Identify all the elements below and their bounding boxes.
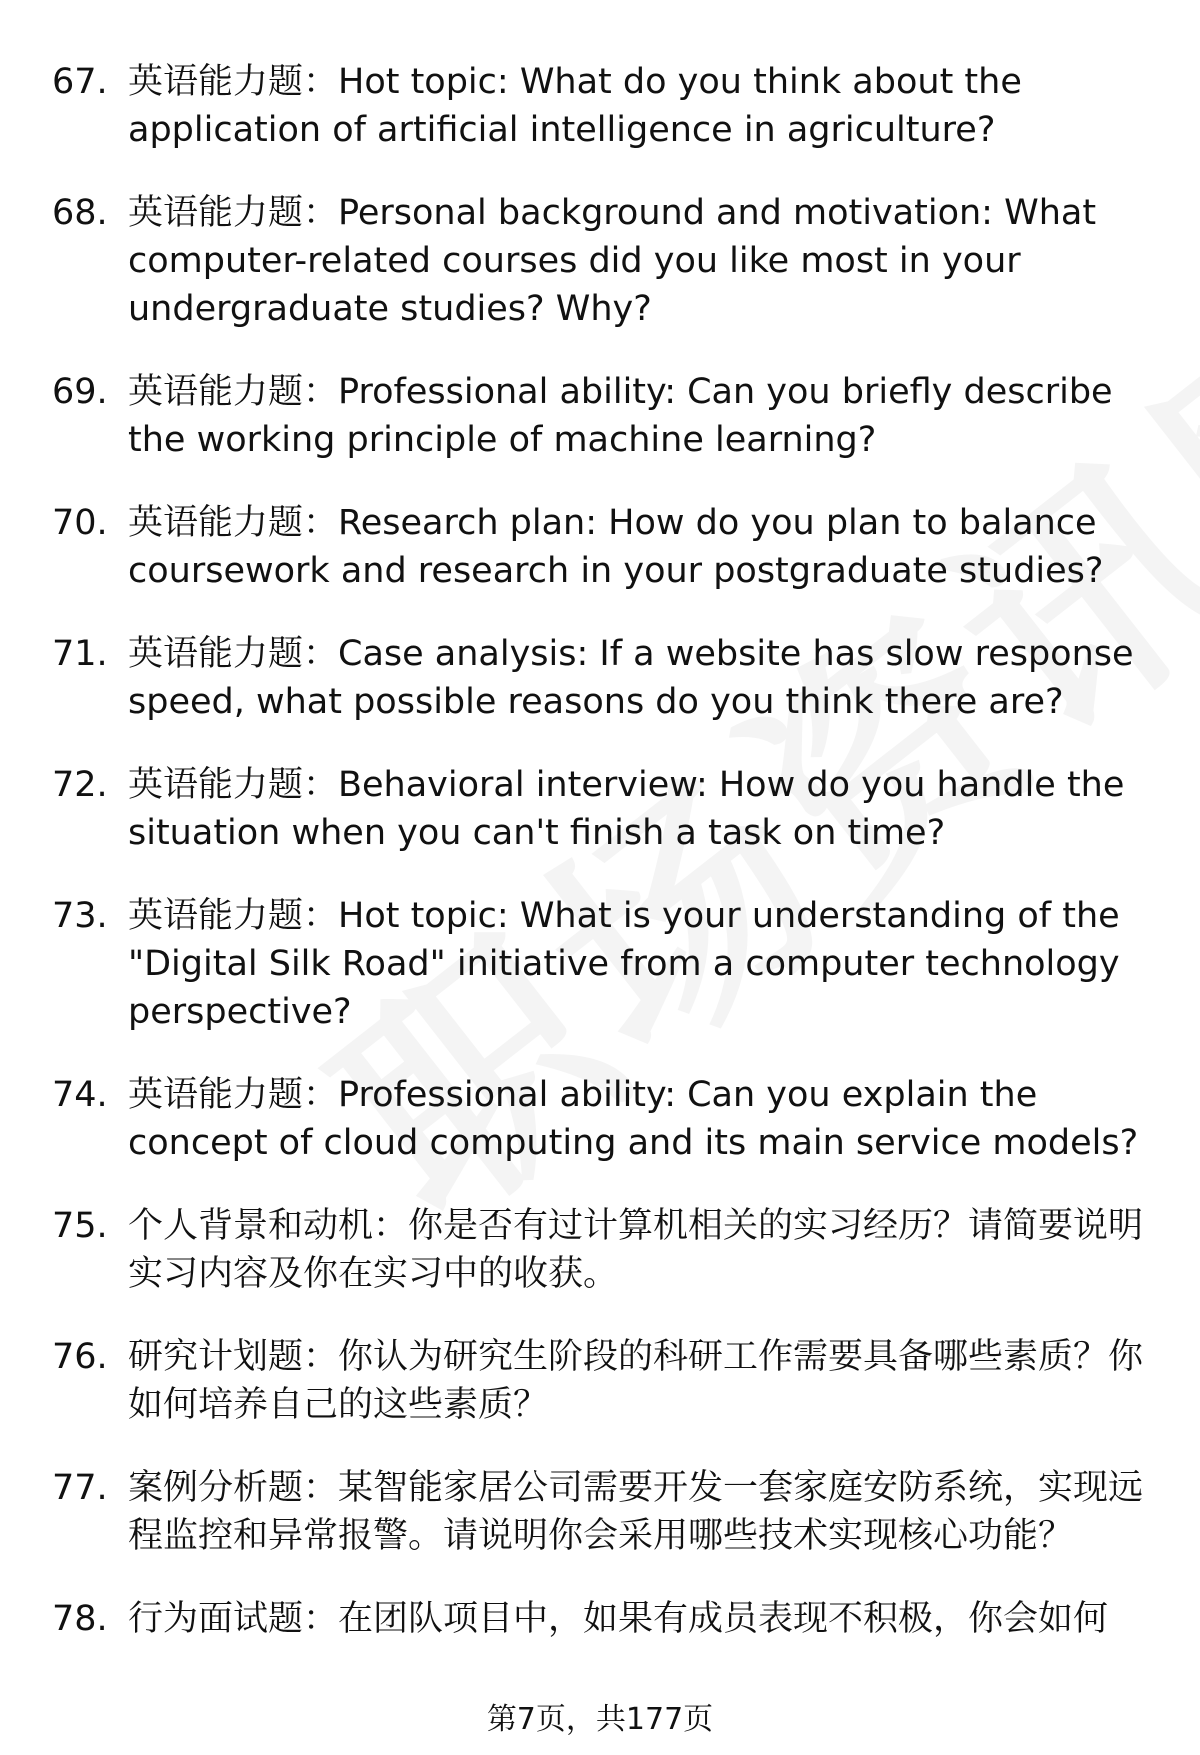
question-item <box>52 1464 1160 1560</box>
question-number: 68. <box>52 193 108 233</box>
question-number: 78. <box>52 1599 108 1639</box>
question-number: 67. <box>52 62 108 102</box>
question-text: 英语能力题：Hot topic: What do you think about the application of artificial intelligence in agriculture? <box>128 62 1022 150</box>
question-text: 个人背景和动机：你是否有过计算机相关的实习经历？请简要说明实习内容及你在实习中的收获。 <box>128 1206 1144 1294</box>
question-text: 英语能力题：Personal background and motivation: What computer-related courses did you like most in your undergraduate studies? Why? <box>128 193 1097 329</box>
question-item <box>52 761 1160 857</box>
question-item <box>52 1333 1160 1429</box>
question-number: 70. <box>52 503 108 543</box>
question-item <box>52 1071 1160 1167</box>
question-text: 案例分析题：某智能家居公司需要开发一套家庭安防系统，实现远程监控和异常报警。请说明你会采用哪些技术实现核心功能？ <box>128 1468 1144 1556</box>
question-item <box>52 1202 1160 1298</box>
question-text: 英语能力题：Professional ability: Can you explain the concept of cloud computing and its main service models? <box>128 1075 1139 1163</box>
question-list <box>52 58 1160 1678</box>
question-item <box>52 630 1160 726</box>
question-number: 71. <box>52 634 108 674</box>
question-text: 研究计划题：你认为研究生阶段的科研工作需要具备哪些素质？你如何培养自己的这些素质？ <box>128 1337 1144 1425</box>
question-number: 73. <box>52 896 108 936</box>
question-number: 76. <box>52 1337 108 1377</box>
page-footer: 第7页，共177页 <box>486 1702 714 1737</box>
question-item <box>52 499 1160 595</box>
question-item <box>52 892 1160 1036</box>
question-text: 英语能力题：Research plan: How do you plan to balance coursework and research in your postgraduate studies? <box>128 503 1104 591</box>
question-number: 69. <box>52 372 108 412</box>
question-number: 72. <box>52 765 108 805</box>
question-item <box>52 58 1160 154</box>
question-item <box>52 368 1160 464</box>
question-text: 英语能力题：Hot topic: What is your understanding of the "Digital Silk Road" initiative from a computer technology perspective? <box>128 896 1120 1032</box>
question-number: 74. <box>52 1075 108 1115</box>
question-number: 75. <box>52 1206 108 1246</box>
question-text: 行为面试题：在团队项目中，如果有成员表现不积极，你会如何 <box>128 1599 1109 1639</box>
question-text: 英语能力题：Professional ability: Can you briefly describe the working principle of machine learning? <box>128 372 1113 460</box>
question-item <box>52 189 1160 333</box>
question-text: 英语能力题：Behavioral interview: How do you handle the situation when you can't finish a task on time? <box>128 765 1125 853</box>
question-number: 77. <box>52 1468 108 1508</box>
question-item <box>52 1595 1160 1643</box>
question-text: 英语能力题：Case analysis: If a website has slow response speed, what possible reasons do you think there are? <box>128 634 1134 722</box>
